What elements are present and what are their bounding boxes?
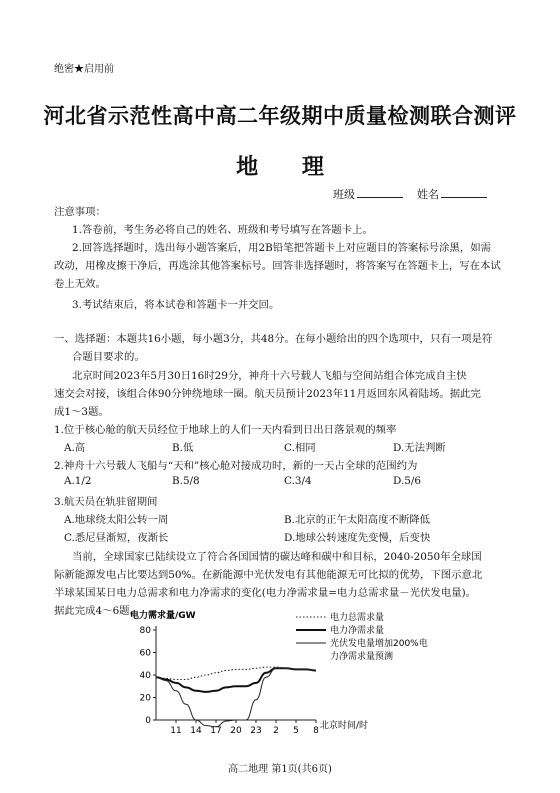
section-1-heading-line-2: 合题目要求的。 <box>72 351 145 363</box>
y-tick-label: 20 <box>139 693 151 704</box>
series-line-3 <box>156 668 316 727</box>
class-blank <box>357 186 403 198</box>
question-3-option-b: B.北京的正午太阳高度不断降低 <box>284 514 431 526</box>
x-tick-label: 20 <box>230 726 242 736</box>
notice-item-2-line-3: 卷上无效。 <box>54 278 106 290</box>
x-tick-label: 17 <box>210 726 222 736</box>
x-axis-label: 北京时间/时 <box>320 721 369 731</box>
notice-heading: 注意事项： <box>54 206 106 218</box>
passage-2-line-2: 际新能源发电占比要达到50%。在新能源中光伏发电有其他能源无可比拟的优势，下图示意北 <box>54 569 483 581</box>
question-2-stem: 2.神舟十六号载人飞船与“天和”核心舱对接成功时，新的一天占全球的范围约为 <box>54 460 418 472</box>
notice-item-3: 3.考试结束后，将本试卷和答题卡一并交回。 <box>72 299 280 311</box>
x-tick-label: 5 <box>293 726 299 736</box>
passage-2-line-1: 当前，全球国家已陆续设立了符合各国国情的碳达峰和碳中和目标，2040-2050年全球国 <box>72 551 482 563</box>
passage-2-line-3: 半球某国某日电力总需求和电力净需求的变化(电力净需求量=电力总需求量－光伏发电量)。 <box>54 587 477 599</box>
passage-1-line-2: 速交会对接，该组合体90分钟绕地球一圈。航天员预计2023年11月返回东风着陆场。据此完 <box>54 388 481 400</box>
y-axis-label: 电力需求量/GW <box>130 611 196 621</box>
passage-2-line-4: 据此完成4～6题。 <box>54 605 140 617</box>
x-tick-label: 23 <box>250 726 262 736</box>
exam-title: 河北省示范性高中高二年级期中质量检测联合测评 <box>43 103 517 128</box>
legend-label: 电力总需求量 <box>330 613 385 623</box>
name-label: 姓名 <box>417 188 439 201</box>
question-1-option-d: D.无法判断 <box>393 442 446 454</box>
x-tick-label: 11 <box>170 726 182 736</box>
x-tick-label: 8 <box>313 726 319 736</box>
y-tick-label: 80 <box>139 626 151 636</box>
question-2-option-c: C.3/4 <box>284 475 312 487</box>
question-3-stem: 3.航天员在轨驻留期间 <box>54 496 158 508</box>
page-footer: 高二地理 第1页(共6页) <box>228 764 332 775</box>
x-tick-label: 14 <box>190 726 202 736</box>
question-3-option-c: C.悉尼昼渐短，夜渐长 <box>64 532 169 544</box>
question-3-option-a: A.地球绕太阳公转一周 <box>64 514 169 526</box>
y-tick-label: 40 <box>139 671 151 681</box>
question-3-option-d: D.地球公转速度先变慢，后变快 <box>284 532 431 544</box>
subject-title: 地 理 <box>236 154 342 180</box>
question-2-option-b: B.5/8 <box>172 475 200 487</box>
legend-label: 光伏发电量增加200%电 <box>330 639 428 649</box>
student-info-fields <box>333 186 501 202</box>
question-1-stem: 1.位于核心舱的航天员经位于地球上的人们一天内看到日出日落景观的频率 <box>54 424 397 436</box>
passage-1-line-3: 成1～3题。 <box>54 406 109 418</box>
y-tick-label: 60 <box>139 648 151 659</box>
series-line-2 <box>156 668 316 692</box>
question-1-option-c: C.相同 <box>284 442 316 454</box>
question-2-option-d: D.5/6 <box>393 475 421 487</box>
class-label: 班级 <box>333 188 355 201</box>
notice-item-1: 1.答卷前，考生务必将自己的姓名、班级和考号填写在答题卡上。 <box>72 224 373 236</box>
section-1-heading-line-1: 一、选择题：本题共16小题，每小题3分，共48分。在每小题给出的四个选项中，只有一项是符 <box>54 333 493 345</box>
legend-label: 电力净需求量 <box>330 626 385 636</box>
passage-1-line-1: 北京时间2023年5月30日16时29分，神舟十六号载人飞船与空间站组合体完成自主快 <box>72 370 467 382</box>
x-tick-label: 2 <box>273 726 279 736</box>
confidential-mark: 绝密★启用前 <box>54 64 114 75</box>
y-tick-label: 0 <box>145 716 151 726</box>
question-2-option-a: A.1/2 <box>64 475 92 487</box>
question-1-option-b: B.低 <box>172 442 194 454</box>
legend-label: 力净需求量预测 <box>330 652 394 662</box>
notice-item-2-line-2: 改动，用橡皮擦干净后，再选涂其他答案标号。回答非选择题时，将答案写在答题卡上，写在本试 <box>54 260 501 272</box>
notice-item-2-line-1: 2.回答选择题时，选出每小题答案后，用2B铅笔把答题卡上对应题目的答案标号涂黑，如需 <box>72 242 491 254</box>
name-blank <box>441 186 487 198</box>
electricity-demand-chart <box>130 608 460 750</box>
question-1-option-a: A.高 <box>64 442 86 454</box>
